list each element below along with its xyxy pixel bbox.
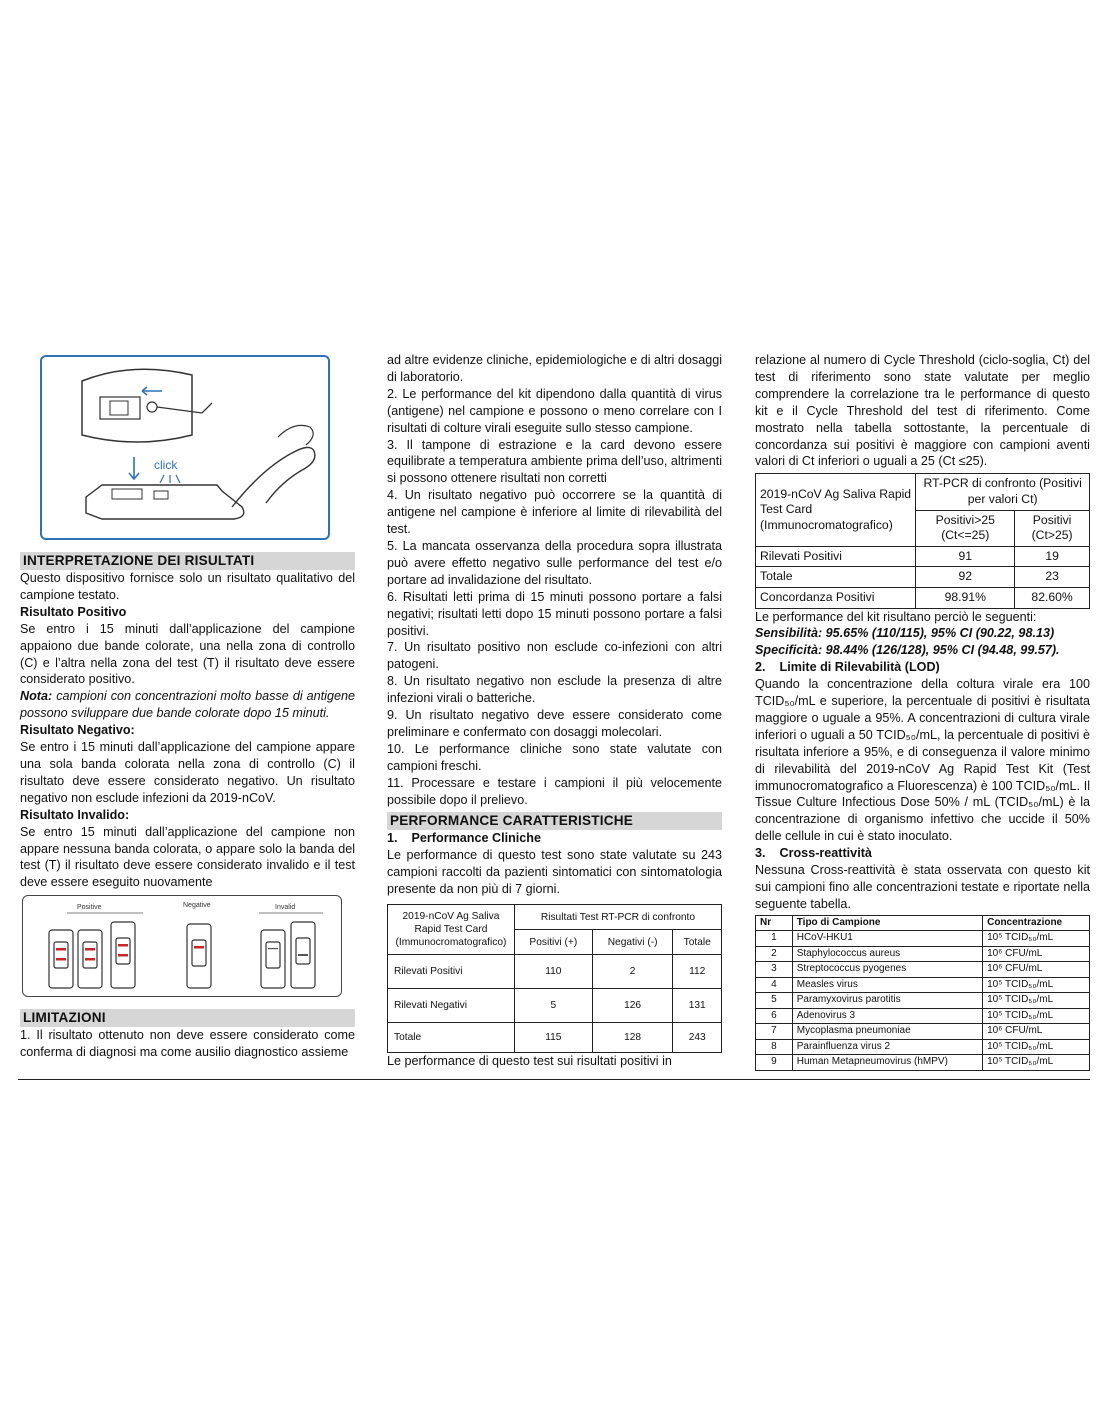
cell-ct-le-25: 98.91% (916, 587, 1015, 608)
negative-caption: Negative (183, 902, 211, 910)
negative-result-heading: Risultato Negativo: (20, 723, 135, 738)
cell-concentration: 10⁵ TCID₅₀/mL (983, 1008, 1090, 1024)
limitation-item: 6. Risultati letti prima di 15 minuti possono portare a falsi negativi; risultati letti dopo 15 minuti possono portare a falsi positivi. (387, 589, 722, 638)
table-row (388, 989, 722, 1023)
specificity-value: Specificità: 98.44% (126/128), 95% CI (94.48, 99.57). (755, 643, 1060, 658)
card-insertion-illustration (42, 357, 328, 538)
table-row (756, 1008, 1090, 1024)
cell-sample-type: Parainfluenza virus 2 (792, 1039, 982, 1055)
limitations-heading: LIMITAZIONI (20, 1009, 355, 1027)
cell-negative: 2 (592, 955, 673, 989)
invalid-caption: Invalid (275, 904, 296, 912)
cell-nr: 3 (756, 962, 793, 978)
cell-nr: 5 (756, 993, 793, 1009)
header-ct-gt-25: Positivi (Ct>25) (1015, 510, 1090, 546)
row-label: Rilevati Negativi (388, 989, 515, 1023)
row-label: Totale (756, 567, 916, 588)
limitation-item: 7. Un risultato positivo non esclude co-infezioni con altri patogeni. (387, 640, 722, 672)
table-device-cell: 2019-nCoV Ag Saliva Rapid Test Card (Immunocromatografico) (388, 905, 515, 955)
header-sample-type: Tipo di Campione (792, 915, 982, 931)
cell-sample-type: Mycoplasma pneumoniae (792, 1024, 982, 1040)
cell-concentration: 10⁶ CFU/mL (983, 962, 1090, 978)
limitation-item: 10. Le performance cliniche sono state valutate con campioni freschi. (387, 741, 722, 773)
column-right (755, 352, 1090, 1071)
cell-ct-gt-25: 19 (1015, 546, 1090, 567)
limitation-item: 8. Un risultato negativo non esclude la presenza di altre infezioni virali o batteriche. (387, 674, 722, 706)
ct-concordance-table (755, 473, 1090, 608)
header-total: Totale (673, 930, 722, 955)
interpretation-heading: INTERPRETAZIONE DEI RISULTATI (20, 552, 355, 570)
table-row (756, 931, 1090, 947)
performance-tail-text: Le performance di questo test sui risultati positivi in (387, 1054, 672, 1069)
negative-result-text: Se entro i 15 minuti dall’applicazione del campione appare una sola banda colorata nella zona di controllo (C) il risultato deve essere considerato negativo. Un risultato negativo non esclude infezioni da 2019-nCoV. (20, 740, 355, 805)
result-examples-illustration (22, 895, 342, 997)
cell-negative: 126 (592, 989, 673, 1023)
performance-summary-intro: Le performance del kit risultano perciò le seguenti: (755, 609, 1037, 624)
cell-total: 112 (673, 955, 722, 989)
note-text: campioni con concentrazioni molto basse di antigene possono sviluppare due bande colorate dopo 15 minuti. (20, 689, 355, 721)
cell-sample-type: Streptococcus pyogenes (792, 962, 982, 978)
procedure-illustration (40, 355, 330, 540)
positive-note (20, 688, 355, 722)
table-row (756, 587, 1090, 608)
cell-nr: 6 (756, 1008, 793, 1024)
sensitivity-value: Sensibilità: 95.65% (110/115), 95% CI (90.22, 98.13) (755, 626, 1055, 641)
performance-heading: PERFORMANCE CARATTERISTICHE (387, 812, 722, 830)
cross-reactivity-heading: 3. Cross-reattività (755, 846, 872, 861)
limitation-continuation: ad altre evidenze cliniche, epidemiologiche e di altri dosaggi di laboratorio. (387, 353, 722, 384)
cell-positive: 110 (514, 955, 592, 989)
cell-ct-gt-25: 82.60% (1015, 587, 1090, 608)
cell-nr: 1 (756, 931, 793, 947)
cell-ct-le-25: 91 (916, 546, 1015, 567)
cell-sample-type: Adenovirus 3 (792, 1008, 982, 1024)
interpretation-intro: Questo dispositivo fornisce solo un risultato qualitativo del campione testato. (20, 571, 355, 602)
cell-ct-gt-25: 23 (1015, 567, 1090, 588)
invalid-result-text: Se entro 15 minuti dall’applicazione del campione non appare nessuna banda colorata, o appare solo la banda del test (T) il risultato deve essere considerato invalido e il test deve essere eseguito nuovamente (20, 824, 355, 890)
footer-divider (18, 1079, 1090, 1080)
cell-nr: 9 (756, 1055, 793, 1071)
positive-result-heading: Risultato Positivo (20, 604, 127, 619)
cell-total: 131 (673, 989, 722, 1023)
click-label: click (154, 458, 178, 472)
cell-positive: 115 (514, 1023, 592, 1053)
cell-concentration: 10⁶ CFU/mL (983, 1024, 1090, 1040)
cell-sample-type: Staphylococcus aureus (792, 946, 982, 962)
lod-text: Quando la concentrazione della coltura virale era 100 TCID₅₀/mL e superiore, la percentuale di positivi è risultata maggiore o uguale a 95%. A concentrazioni di cultura virale inferiori o uguali a 50 TCID₅₀/mL, la percentuale di positivi è risultata inferiore a 95%, e di conseguenza il valore minimo di rilevabilità del 2019-nCoV Ag Rapid Test Kit (Test immunocromatografico a Fluorescenza) è 100 TCID₅₀/mL. Il Tissue Culture Infectious Dose 50% / mL (TCID₅₀/mL) è la concentrazione di organismo infettivo che uccide il 50% delle cellule in cui è stato inoculato. (755, 677, 1090, 844)
table-row (388, 1023, 722, 1053)
table-row (756, 946, 1090, 962)
cell-nr: 8 (756, 1039, 793, 1055)
table-row (756, 567, 1090, 588)
cell-nr: 2 (756, 946, 793, 962)
cell-nr: 4 (756, 977, 793, 993)
cell-concentration: 10⁵ TCID₅₀/mL (983, 977, 1090, 993)
row-label: Concordanza Positivi (756, 587, 916, 608)
header-negative: Negativi (-) (592, 930, 673, 955)
lod-heading: 2. Limite di Rilevabilità (LOD) (755, 660, 940, 675)
header-positive: Positivi (+) (514, 930, 592, 955)
cell-sample-type: Paramyxovirus parotitis (792, 993, 982, 1009)
cell-nr: 7 (756, 1024, 793, 1040)
cell-concentration: 10⁵ TCID₅₀/mL (983, 1039, 1090, 1055)
row-label: Rilevati Positivi (756, 546, 916, 567)
limitation-item: 5. La mancata osservanza della procedura sopra illustrata può avere effetto negativo sulle performance del test e/o portare ad invalidazione del risultato. (387, 538, 722, 587)
column-middle (387, 352, 722, 1070)
invalid-result-heading: Risultato Invalido: (20, 807, 130, 822)
table-row (756, 1039, 1090, 1055)
table-row (756, 546, 1090, 567)
table-row (756, 977, 1090, 993)
cell-concentration: 10⁵ TCID₅₀/mL (983, 1055, 1090, 1071)
ct-continuation-text: relazione al numero di Cycle Threshold (ciclo-soglia, Ct) del test di riferimento sono state valutate per meglio comprendere la correlazione tra le performance di questo kit e il Cycle Threshold del test di riferimento. Come mostrato nella tabella sottostante, la percentuale di concordanza sui positivi è maggiore con campioni aventi valori di Ct inferiori o uguali a 25 (Ct ≤25). (755, 353, 1090, 469)
cell-ct-le-25: 92 (916, 567, 1015, 588)
header-concentration: Concentrazione (983, 915, 1090, 931)
column-left (20, 352, 355, 1061)
row-label: Rilevati Positivi (388, 955, 515, 989)
header-ct-le-25: Positivi>25 (Ct<=25) (916, 510, 1015, 546)
table-row (388, 955, 722, 989)
limitation-item: 3. Il tampone di estrazione e la card devono essere equilibrate a temperatura ambiente prima dell’uso, altrimenti si possono ottenere risultati non corretti (387, 437, 722, 486)
positive-result-text: Se entro i 15 minuti dall’applicazione del campione appaiono due bande colorate, una nella zona di controllo (C) e l’altra nella zona del test (T) il risultato deve essere considerato positivo. (20, 621, 355, 687)
clinical-performance-heading: 1. Performance Cliniche (387, 831, 541, 846)
clinical-performance-table (387, 904, 722, 1053)
note-label: Nota: (20, 689, 53, 704)
cell-positive: 5 (514, 989, 592, 1023)
cell-concentration: 10⁵ TCID₅₀/mL (983, 993, 1090, 1009)
table-row (756, 962, 1090, 978)
row-label: Totale (388, 1023, 515, 1053)
limitation-item: 2. Le performance del kit dipendono dalla quantità di virus (antigene) nel campione e possono o meno correlare con I risultati di colture virali eseguite sullo stesso campione. (387, 386, 722, 435)
header-nr: Nr (756, 915, 793, 931)
cell-sample-type: HCoV-HKU1 (792, 931, 982, 947)
cross-reactivity-text: Nessuna Cross-reattività è stata osservata con questo kit sui campioni fino alle concentrazioni testate e riportate nella seguente tabella. (755, 863, 1090, 911)
result-cassettes-drawing (23, 896, 341, 996)
limitation-item: 11. Processare e testare i campioni il più velocemente possibile dopo il prelievo. (387, 775, 722, 807)
limitation-item: 9. Un risultato negativo deve essere considerato come preliminare e confermato con dosaggi molecolari. (387, 708, 722, 739)
table-device-cell: 2019-nCoV Ag Saliva Rapid Test Card (Immunocromatografico) (756, 474, 916, 546)
cell-concentration: 10⁵ TCID₅₀/mL (983, 931, 1090, 947)
positive-caption: Positive (77, 904, 102, 912)
limitation-item: 4. Un risultato negativo può occorrere se la quantità di antigene nel campione è inferiore al limite di rilevabilità del test. (387, 488, 722, 537)
cell-sample-type: Human Metapneumovirus (hMPV) (792, 1055, 982, 1071)
cell-sample-type: Measles virus (792, 977, 982, 993)
cross-reactivity-table (755, 915, 1090, 1071)
table-row (756, 993, 1090, 1009)
table-group-header: RT-PCR di confronto (Positivi per valori Ct) (916, 474, 1090, 510)
table-row (756, 1024, 1090, 1040)
cell-negative: 128 (592, 1023, 673, 1053)
cell-total: 243 (673, 1023, 722, 1053)
table-row (756, 1055, 1090, 1071)
clinical-performance-text: Le performance di questo test sono state valutate su 243 campioni raccolti da pazienti sintomatici con sintomatologia presente da non più di 7 giorni. (387, 848, 722, 897)
table-group-header: Risultati Test RT-PCR di confronto (514, 905, 721, 930)
limitation-item-1: 1. Il risultato ottenuto non deve essere considerato come conferma di diagnosi ma come ausilio diagnostico assieme (20, 1028, 355, 1060)
cell-concentration: 10⁶ CFU/mL (983, 946, 1090, 962)
